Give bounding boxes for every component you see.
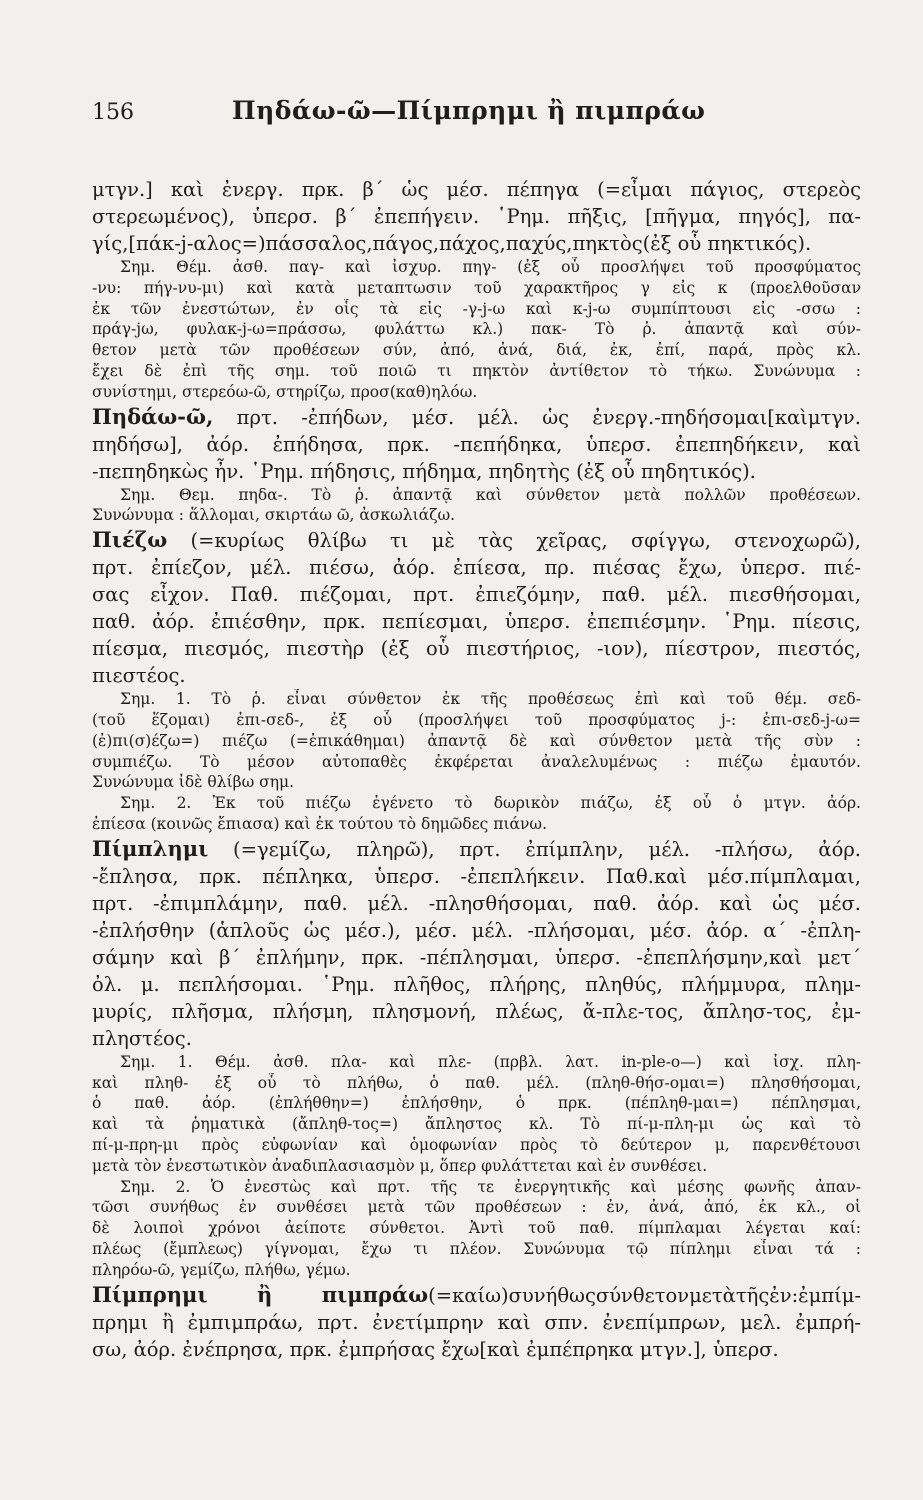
text-line: πρτ. ἐπίεζον, μέλ. πιέσω, ἀόρ. ἐπίεσα, πρ. πιέσας ἔχω, ὑπερσ. πιέ- <box>92 556 861 580</box>
text-line: -ἐπλήσθην (ἁπλοῦς ὡς μέσ.), μέσ. μέλ. -πλήσομαι, μέσ. ἀόρ. α΄ -ἐπλη- <box>92 918 861 942</box>
entry-lemma: Πηδάω-ῶ, <box>92 403 214 429</box>
running-head-title: Πηδάω-ῶ—Πίμπρημι ἢ πιμπράω <box>232 96 706 125</box>
entry-note-pimplemi-note1 <box>92 1052 861 1177</box>
entry-note-pimplemi-note2 <box>92 1177 861 1281</box>
text-line: μτγν.] καὶ ἐνεργ. πρκ. β΄ ὡς μέσ. πέπηγα (=εἶμαι πάγιος, στερεὸς <box>92 178 861 201</box>
text-line: πληρόω-ῶ, γεμίζω, πλήθω, γέμω. <box>92 1260 351 1279</box>
text-line <box>92 835 861 863</box>
entry-note-piezo-note <box>92 689 861 793</box>
entry-pimplemi <box>92 835 861 1052</box>
entry-piezo <box>92 526 861 689</box>
entry-pegnymi-cont <box>92 176 861 257</box>
entry-lemma: Πίμπλημι <box>92 835 209 861</box>
text-line: τῶσι συνήθως ἐν συνθέσει μετὰ τῶν προθέσεων : ἐν, ἀνά, ἀπό, ἐκ κλ., οἱ <box>92 1198 861 1217</box>
entry-text: (=γεμίζω, πληρῶ), πρτ. ἐπίμπλην, μέλ. -πλήσω, ἀόρ. <box>208 837 861 861</box>
entry-pedao <box>92 403 861 485</box>
text-line: (ἐ)πι(σ)έζω=) πιέζω (=ἐπικάθημαι) ἀπαντᾷ δὲ καὶ σύνθετον μετὰ τῆς σὺν : <box>92 731 861 750</box>
text-line: (τοῦ ἕζομαι) ἐπι-σεδ-, ἐξ οὗ (προσλήψει τοῦ προσφύματος j-: ἐπι-σεδ-j-ω= <box>92 710 861 729</box>
text-line: ἐπίεσα (κοινῶς ἔπιασα) καὶ ἐκ τούτου τὸ δημῶδες πιάνω. <box>92 814 548 833</box>
text-line: στερεωμένος), ὑπερσ. β΄ ἐπεπήγειν. ῾Ρημ. πῆξις, [πῆγμα, πηγός], πα- <box>92 205 861 228</box>
running-head <box>92 96 861 138</box>
text-line: πιεστέος. <box>92 664 186 688</box>
page-body <box>92 176 861 1363</box>
entry-text: (=καίω)συνήθωςσύνθετονμετὰτῆςἐν:ἐμπίμ- <box>428 1283 861 1307</box>
text-line: καὶ πληθ- ἐξ οὗ τὸ πλήθω, ὁ παθ. μέλ. (πληθ-θήσ-ομαι=) πλησθήσομαι, <box>92 1073 861 1092</box>
text-line: δὲ λοιποὶ χρόνοι ἀείποτε σύνθετοι. Ἀντὶ τοῦ παθ. πίμπλαμαι λέγεται καί: <box>92 1219 861 1238</box>
text-line: πληστέος. <box>92 1026 192 1050</box>
entry-text: (=κυρίως θλίβω τι μὲ τὰς χεῖρας, σφίγγω, στενοχωρῶ), <box>167 529 861 553</box>
entry-text: πρτ. -ἐπήδων, μέσ. μέλ. ὡς ἐνεργ.-πηδήσομαι[καὶμτγν. <box>213 405 861 429</box>
text-line: -ἔπλησα, πρκ. πέπληκα, ὑπερσ. -ἐπεπλήκειν. Παθ.καὶ μέσ.πίμπλαμαι, <box>92 864 861 888</box>
text-line <box>92 403 861 431</box>
text-line: Συνώνυμα ἰδὲ θλίβω σημ. <box>92 773 295 792</box>
entry-pimpremi <box>92 1281 861 1363</box>
text-line: ὁ παθ. ἀόρ. (ἐπλήθθην=) ἐπλήσθην, ὁ πρκ. (πέπληθ-μαι=) πέπλησμαι, <box>92 1094 861 1113</box>
entry-lemma: Πιέζω <box>92 527 168 553</box>
text-line: Συνώνυμα : ἅλλομαι, σκιρτάω ῶ, ἀσκωλιάζω. <box>92 506 456 525</box>
text-line: μετὰ τὸν ἐνεστωτικὸν ἀναδιπλασιασμὸν μ, ὅπερ φυλάττεται καὶ ἐν συνθέσει. <box>92 1156 708 1175</box>
entry-note-piezo-note2 <box>92 793 861 835</box>
text-line: -νυ: πήγ-νυ-μι) καὶ κατὰ μεταπτωσιν τοῦ χαρακτῆρος γ εἰς κ (προελθοῦσαν <box>92 278 861 297</box>
text-line: πράγ-jω, φυλακ-j-ω=πράσσω, φυλάττω κλ.) πακ- Τὸ ῥ. ἀπαντᾷ καὶ σύν- <box>92 320 861 339</box>
text-line: πί-μ-πρη-μι πρὸς εὐφωνίαν καὶ ὁμοφωνίαν πρὸς τὸ δεύτερον μ, παρενθέτουσι <box>92 1135 861 1154</box>
entry-note-pegnymi-note <box>92 257 861 403</box>
text-line: σω, ἀόρ. ἐνέπρησα, πρκ. ἐμπρήσας ἔχω[καὶ ἐμπέπρηκα μτγν.], ὑπερσ. <box>92 1337 779 1361</box>
text-line: θετον μετὰ τῶν προθέσεων σύν, ἀπό, ἀνά, διά, ἐκ, ἐπί, παρά, πρὸς κλ. <box>92 341 861 360</box>
page-number: 156 <box>92 100 134 125</box>
text-line: Σημ. 1. Θέμ. ἀσθ. πλα- καὶ πλε- (πρβλ. λατ. in-ple-o—) καὶ ἰσχ. πλη- <box>120 1052 861 1071</box>
text-line: ἐκ τῶν ἐνεστώτων, ἐν οἷς τὰ εἰς -γ-j-ω καὶ κ-j-ω συμπίπτουσι εἰς -σσω : <box>92 299 861 318</box>
text-line: σάμην καὶ β΄ ἐπλήμην, πρκ. -πέπλησμαι, ὑπερσ. -ἐπεπλήσμην,καὶ μετ΄ <box>92 945 861 969</box>
text-line: συνίστημι, στερεόω-ῶ, στηρίζω, προσ(καθ)ηλόω. <box>92 382 478 401</box>
text-line: πρτ. -ἐπιμπλάμην, παθ. μέλ. -πλησθήσομαι, παθ. ἀόρ. καὶ ὡς μέσ. <box>92 891 861 915</box>
text-line: -πεπηδηκὼς ἦν. ῾Ρημ. πήδησις, πήδημα, πηδητὴς (ἐξ οὗ πηδητικός). <box>92 459 756 483</box>
text-line: μυρίς, πλῆσμα, πλήσμη, πλησμονή, πλέως, ἄ-πλε-τος, ἄπλησ-τος, ἐμ- <box>92 999 861 1023</box>
text-line: Σημ. 2. Ἐκ τοῦ πιέζω ἐγένετο τὸ δωρικὸν πιάζω, ἐξ οὗ ὁ μτγν. ἀόρ. <box>120 794 861 813</box>
text-line: πρημι ἢ ἐμπιμπράω, πρτ. ἐνετίμπρην καὶ σπν. ἐνεπίμπρων, μελ. ἐμπρή- <box>92 1310 861 1334</box>
text-line <box>92 1281 861 1309</box>
text-line: καὶ τὰ ῥηματικὰ (ἄπληθ-τος=) ἄπληστος κλ. Τὸ πί-μ-πλη-μι ὡς καὶ τὸ <box>92 1115 861 1134</box>
text-line <box>92 526 861 554</box>
text-line: πλέως (ἔμπλεως) γίγνομαι, ἔχω τι πλέον. Συνώνυμα τῷ πίπλημι εἶναι τά : <box>92 1239 861 1258</box>
text-line: Σημ. 2. Ὁ ἐνεστὼς καὶ πρτ. τῆς τε ἐνεργητικῆς καὶ μέσης φωνῆς ἀπαν- <box>120 1177 861 1196</box>
text-line: Σημ. Θεμ. πηδα-. Τὸ ῥ. ἀπαντᾷ καὶ σύνθετον μετὰ πολλῶν προθέσεων. <box>120 485 861 504</box>
text-line: γίς,[πάκ-j-αλος=)πάσσαλος,πάγος,πάχος,παχύς,πηκτὸς(ἐξ οὗ πηκτικός). <box>92 232 812 255</box>
text-line: πηδήσω], ἀόρ. ἐπήδησα, πρκ. -πεπήδηκα, ὑπερσ. ἐπεπηδήκειν, καὶ <box>92 432 861 456</box>
text-line: Σημ. 1. Τὸ ῥ. εἶναι σύνθετον ἐκ τῆς προθέσεως ἐπὶ καὶ τοῦ θέμ. σεδ- <box>120 690 861 709</box>
text-line: συμπιέζω. Τὸ μέσον αὐτοπαθὲς ἐκφέρεται ἀναλελυμένως : πιέζω ἐμαυτόν. <box>92 752 861 771</box>
text-line: σας εἶχον. Παθ. πιέζομαι, πρτ. ἐπιεζόμην, παθ. μέλ. πιεσθήσομαι, <box>92 583 861 607</box>
text-line: παθ. ἀόρ. ἐπιέσθην, πρκ. πεπίεσμαι, ὑπερσ. ἐπεπιέσμην. ῾Ρημ. πίεσις, <box>92 610 861 634</box>
text-line: πίεσμα, πιεσμός, πιεστὴρ (ἐξ οὗ πιεστήριος, -ιον), πίεστρον, πιεστός, <box>92 637 861 661</box>
text-line: ὀλ. μ. πεπλήσομαι. ῾Ρημ. πλῆθος, πλήρης, πληθύς, πλήμμυρα, πλημ- <box>92 972 861 996</box>
text-line: Σημ. Θέμ. ἀσθ. παγ- καὶ ἰσχυρ. πηγ- (ἐξ οὗ προσλήψει τοῦ προσφύματος <box>120 258 861 276</box>
text-line: ἔχει δὲ ἐπὶ τῆς σημ. τοῦ ποιῶ τι πηκτὸν ἀντίθετον τὸ τήκω. Συνώνυμα : <box>92 361 861 380</box>
entry-note-pedao-note <box>92 485 861 527</box>
entry-lemma: Πίμπρημι ἢ πιμπράω <box>92 1281 429 1307</box>
